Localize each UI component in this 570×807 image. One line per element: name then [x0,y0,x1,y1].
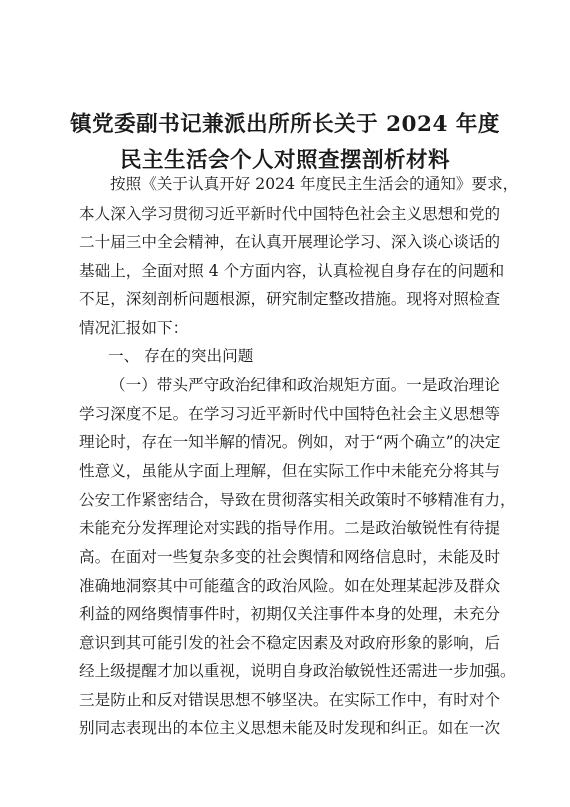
document-title-line-1: 镇党委副书记兼派出所所长关于 2024 年度 [70,112,500,137]
body-line: 别同志表现出的本位主义思想未能及时发现和纠正。如在一次 [79,719,501,737]
body-line: （一）带头严守政治纪律和政治规矩方面。一是政治理论 [110,376,500,394]
body-line: 性意义，虽能从字面上理解，但在实际工作中未能充分将其与 [79,462,501,480]
section-heading: 一、 存在的突出问题 [108,347,254,365]
intro-line: 不足，深刻剖析问题根源，研究制定整改措施。现将对照检查 [79,290,501,308]
intro-line: 二十届三中全会精神，在认真开展理论学习、深入谈心谈话的 [79,233,501,251]
intro-line: 按照《关于认真开好 2024 年度民主生活会的通知》要求， [110,175,519,193]
body-line: 经上级提醒才加以重视，说明自身政治敏锐性还需进一步加强。 [79,662,516,680]
body-line: 未能充分发挥理论对实践的指导作用。二是政治敏锐性有待提 [79,519,501,537]
intro-line: 本人深入学习贯彻习近平新时代中国特色社会主义思想和党的 [79,205,501,223]
body-line: 准确地洞察其中可能蕴含的政治风险。如在处理某起涉及群众 [79,577,501,595]
body-line: 理论时，存在一知半解的情况。例如，对于“两个确立”的决定 [79,433,501,451]
body-line: 意识到其可能引发的社会不稳定因素及对政府形象的影响，后 [79,634,501,652]
body-line: 公安工作紧密结合，导致在贯彻落实相关政策时不够精准有力， [79,491,516,509]
body-line: 学习深度不足。在学习习近平新时代中国特色社会主义思想等 [79,405,501,423]
intro-line: 情况汇报如下： [79,319,189,337]
body-line: 高。在面对一些复杂多变的社会舆情和网络信息时，未能及时 [79,548,501,566]
body-line: 三是防止和反对错误思想不够坚决。在实际工作中，有时对个 [79,691,501,709]
intro-line: 基础上，全面对照 4 个方面内容，认真检视自身存在的问题和 [79,262,505,280]
document-title-line-2: 民主生活会个人对照查摆剖析材料 [119,148,450,173]
body-line: 利益的网络舆情事件时，初期仅关注事件本身的处理，未充分 [79,605,501,623]
